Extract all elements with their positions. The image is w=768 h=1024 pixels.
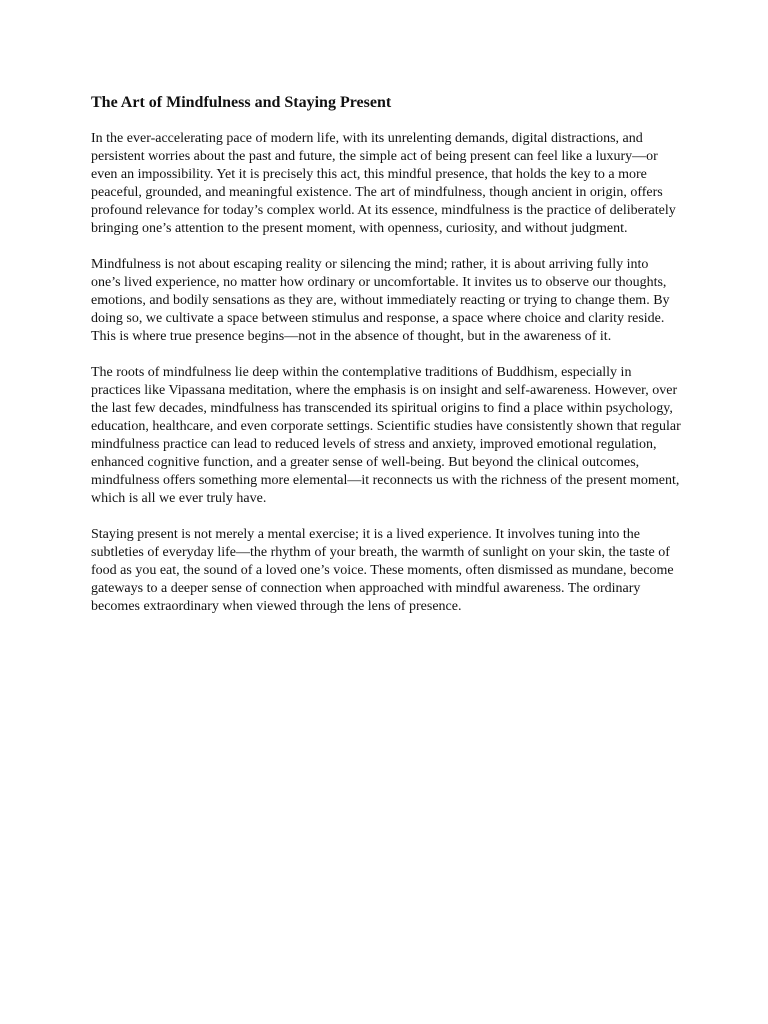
document-body xyxy=(91,93,681,634)
document-title: The Art of Mindfulness and Staying Present xyxy=(91,94,392,111)
paragraph-3: The roots of mindfulness lie deep within the contemplative traditions of Buddhism, especially in practices like Vipassana meditation, where the emphasis is on insight and self-awareness. However, over the last few decades, mindfulness has transcended its spiritual origins to find a place within psychology, education, healthcare, and even corporate settings. Scientific studies have consistently shown that regular mindfulness practice can lead to reduced levels of stress and anxiety, improved emotional regulation, enhanced cognitive function, and a greater sense of well-being. But beyond the clinical outcomes, mindfulness offers something more elemental—it reconnects us with the richness of the present moment, which is all we ever truly have. xyxy=(91,365,681,506)
paragraph-4: Staying present is not merely a mental exercise; it is a lived experience. It involves tuning into the subtleties of everyday life—the rhythm of your breath, the warmth of sunlight on your skin, the taste of food as you eat, the sound of a loved one’s voice. These moments, often dismissed as mundane, become gateways to a deeper sense of connection when approached with mindful awareness. The ordinary becomes extraordinary when viewed through the lens of presence. xyxy=(91,527,674,614)
paragraph-2: Mindfulness is not about escaping reality or silencing the mind; rather, it is about arriving fully into one’s lived experience, no matter how ordinary or uncomfortable. It invites us to observe our thoughts, emotions, and bodily sensations as they are, without immediately reacting or trying to change them. By doing so, we cultivate a space between stimulus and response, a space where choice and clarity reside. This is where true presence begins—not in the absence of thought, but in the awareness of it. xyxy=(91,257,670,344)
paragraph-1: In the ever-accelerating pace of modern life, with its unrelenting demands, digital distractions, and persistent worries about the past and future, the simple act of being present can feel like a luxury—or even an impossibility. Yet it is precisely this act, this mindful presence, that holds the key to a more peaceful, grounded, and meaningful existence. The art of mindfulness, though ancient in origin, offers profound relevance for today’s complex world. At its essence, mindfulness is the practice of deliberately bringing one’s attention to the present moment, with openness, curiosity, and without judgment. xyxy=(91,131,676,236)
